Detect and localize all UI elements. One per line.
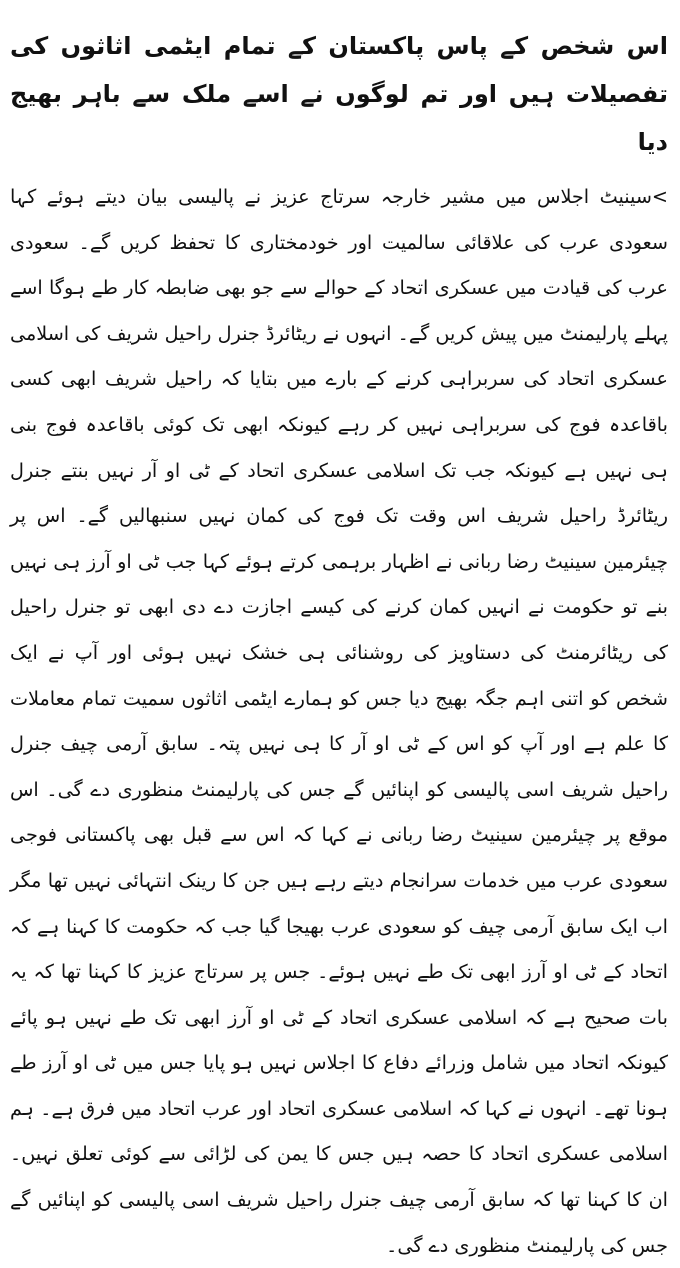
article-body: >سینیٹ اجلاس میں مشیر خارجہ سرتاج عزیز نے پالیسی بیان دیتے ہوئے کہا سعودی عرب کی علاقائی سالمیت اور خودمختاری کا تحفظ کریں گے۔ سعودی عرب کی قیادت میں عسکری اتحاد کے حوالے سے جو بھی ضابطہ کار طے ہوگا اسے پہلے پارلیمنٹ میں پیش کریں گے۔ انہوں نے ریٹائرڈ جنرل راحیل شریف کی اسلامی عسکری اتحاد کی سربراہی کرنے کے بارے میں بتایا کہ راحیل شریف ابھی کسی باقاعدہ فوج کی سربراہی نہیں کر رہے کیونکہ ابھی تک کوئی باقاعدہ فوج بنی ہی نہیں ہے کیونکہ جب تک اسلامی عسکری اتحاد کے ٹی او آر نہیں بنتے جنرل ریٹائرڈ راحیل شریف اس وقت تک فوج کی کمان نہیں سنبھالیں گے۔ اس پر چیئرمین سینیٹ رضا ربانی نے اظہار برہمی کرتے ہوئے کہا جب ٹی او آرز ہی نہیں بنے تو حکومت نے انہیں کمان کرنے کی کیسے اجازت دے دی ابھی تو جنرل راحیل کی ریٹائرمنٹ کی دستاویز کی روشنائی ہی خشک نہیں ہوئی اور آپ نے ایک شخص کو اتنی اہم جگہ بھیج دیا جس کو ہمارے ایٹمی اثاثوں سمیت تمام معاملات کا علم ہے اور آپ کو اس کے ٹی او آر کا ہی نہیں پتہ۔ سابق آرمی چیف جنرل راحیل شریف اسی پالیسی کو اپنائیں گے جس کی پارلیمنٹ منظوری دے گی۔ اس موقع پر چیئرمین سینیٹ رضا ربانی نے کہا کہ اس سے قبل بھی پاکستانی فوجی سعودی عرب میں خدمات سرانجام دیتے رہے ہیں جن کا رینک انتہائی نہیں تھا مگر اب ایک سابق آرمی چیف کو سعودی عرب بھیجا گیا جب کہ حکومت کا کہنا ہے کہ اتحاد کے ٹی او آرز ابھی تک طے نہیں ہوئے۔ جس پر سرتاج عزیز کا کہنا تھا کہ یہ بات صحیح ہے کہ اسلامی عسکری اتحاد کے ٹی او آرز ابھی تک طے نہیں ہو پائے کیونکہ اتحاد میں شامل وزرائے دفاع کا اجلاس نہیں ہو پایا جس میں ٹی او آرز طے ہونا تھے۔ انہوں نے کہا کہ اسلامی عسکری اتحاد اور عرب اتحاد میں فرق ہے۔ ہم اسلامی عسکری اتحاد کا حصہ ہیں جس کا یمن کی لڑائی سے کوئی تعلق نہیں۔ ان کا کہنا تھا کہ سابق آرمی چیف جنرل راحیل شریف اسی پالیسی کو اپنائیں گے جس کی پارلیمنٹ منظوری دے گی۔ bbox=[10, 185, 668, 1257]
article-headline: اس شخص کے پاس پاکستان کے تمام ایٹمی اثاثوں کی تفصیلات ہیں اور تم لوگوں نے اسے ملک سے باہر بھیج دیا bbox=[10, 32, 668, 156]
news-article bbox=[10, 0, 668, 1268]
